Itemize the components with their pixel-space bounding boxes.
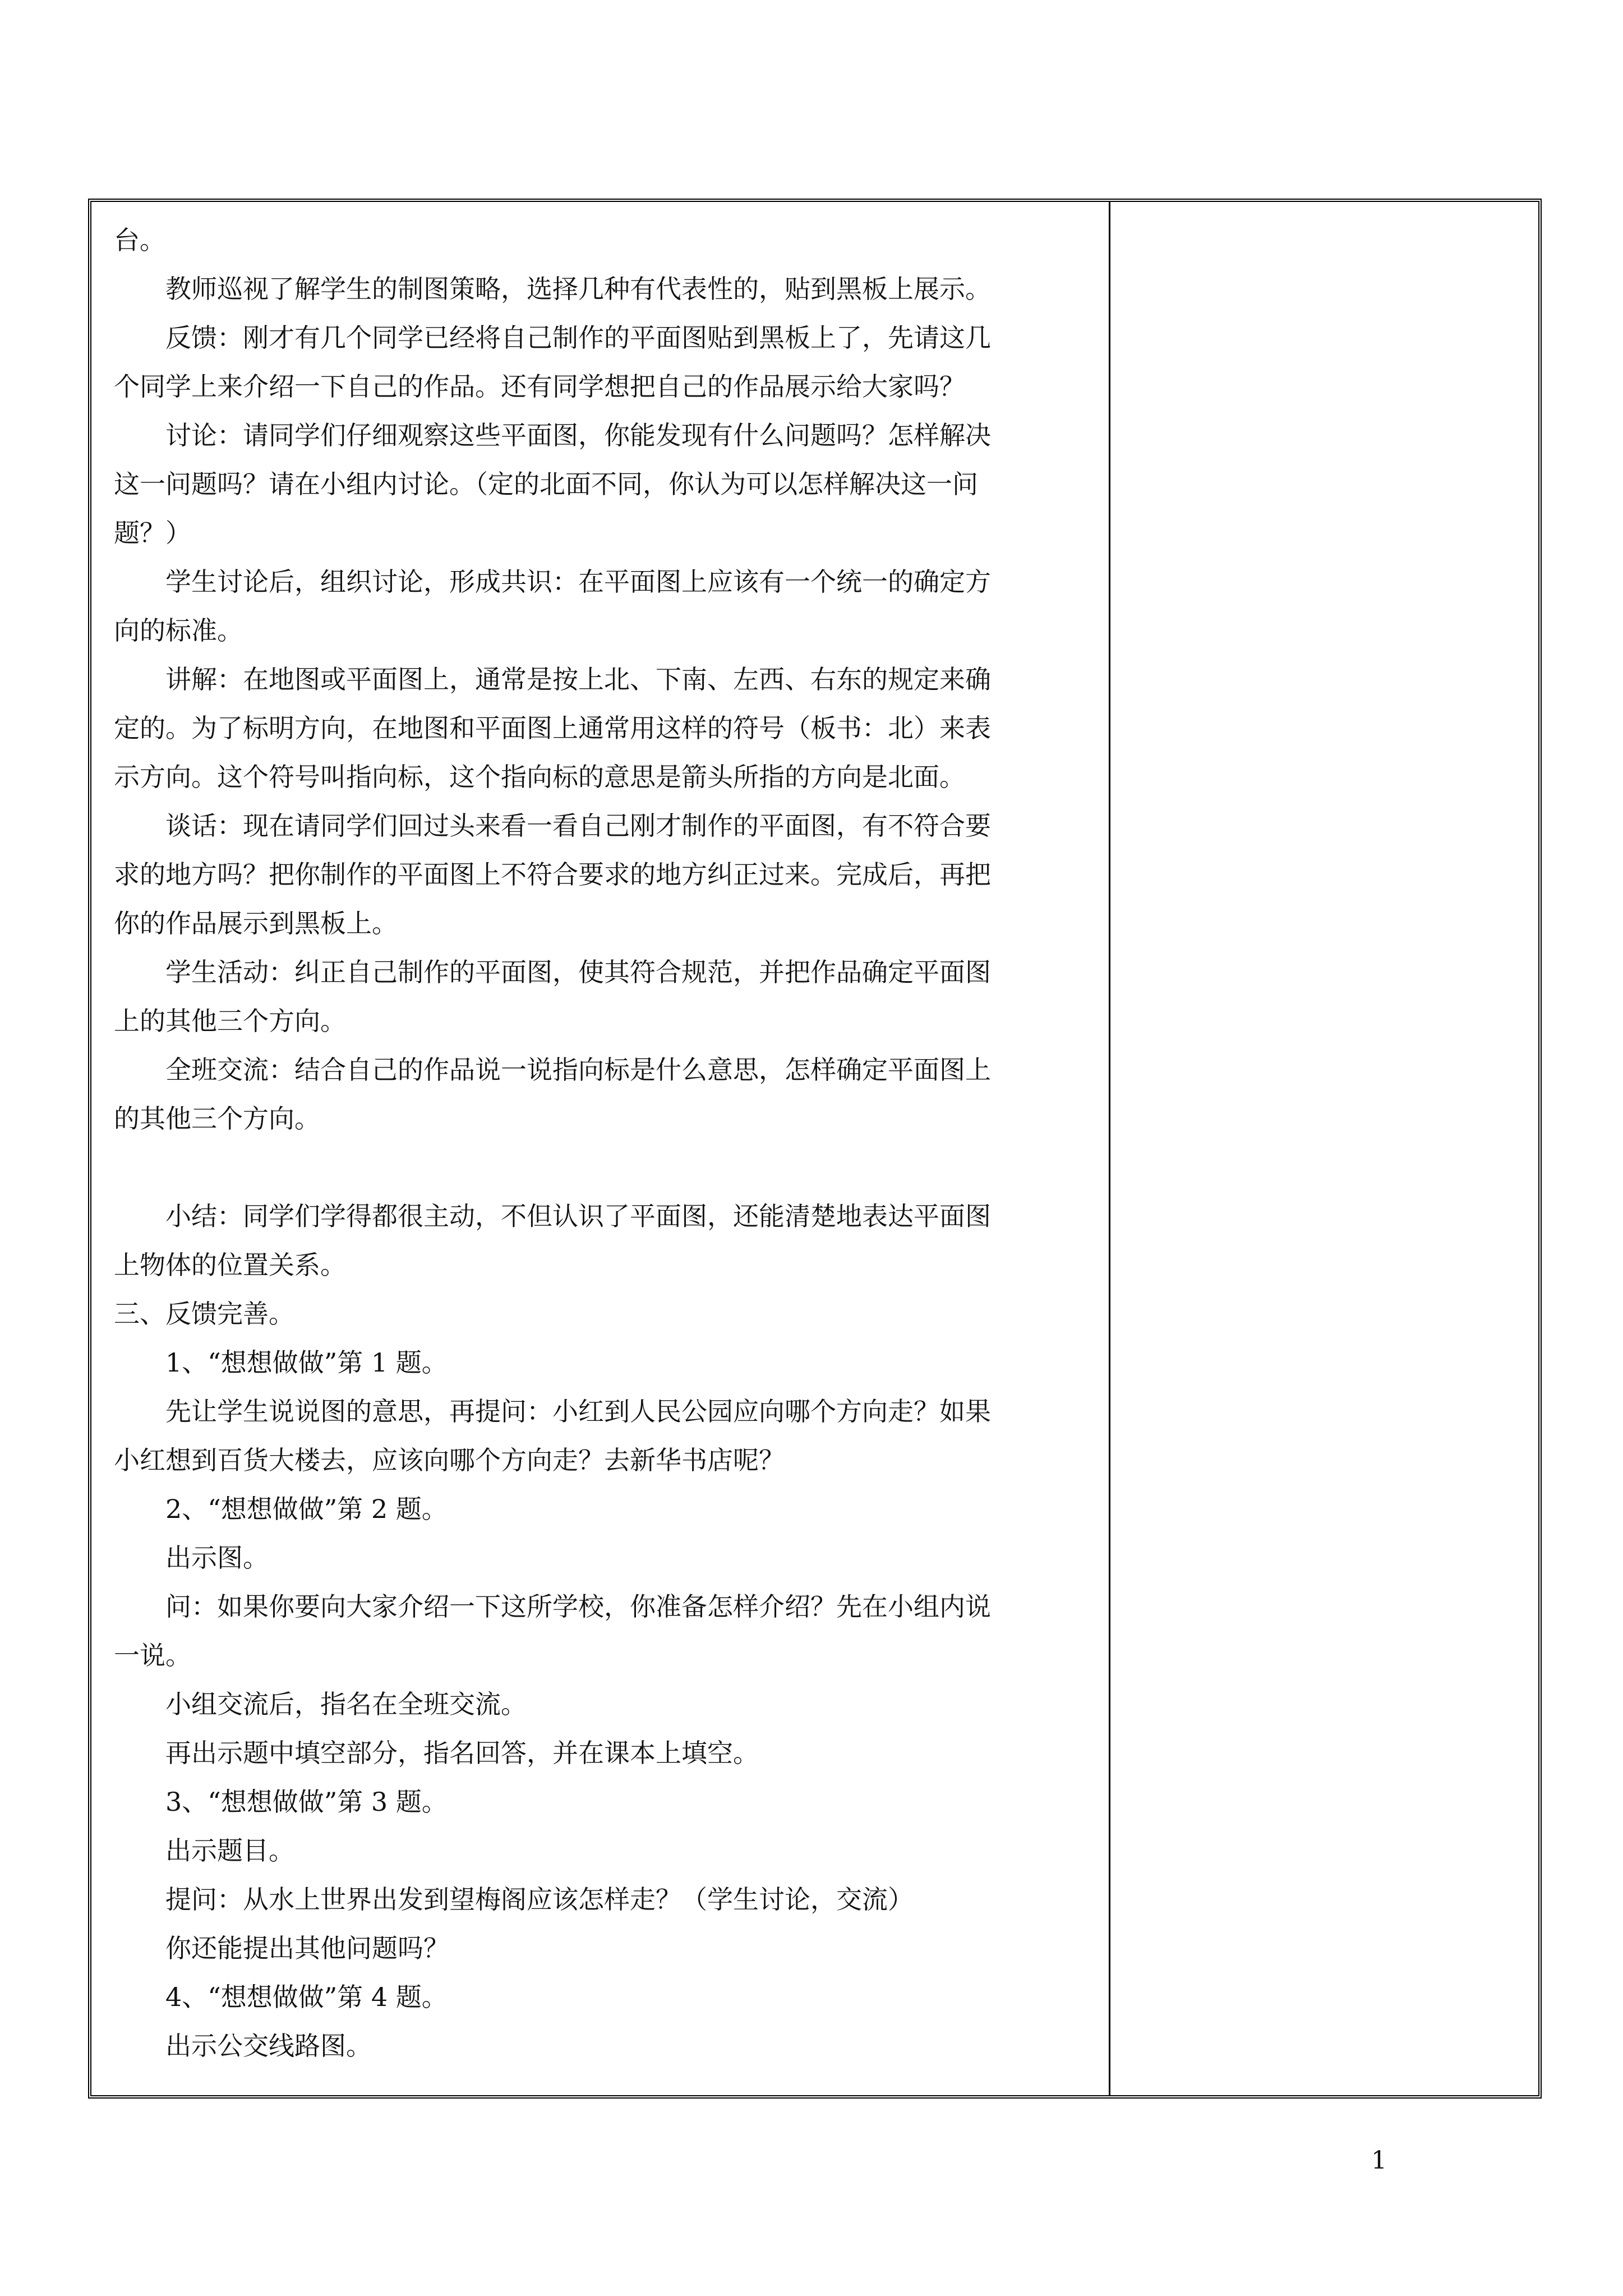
text-line: 个同学上来介绍一下自己的作品。还有同学想把自己的作品展示给大家吗？ (114, 371, 965, 402)
text-line: 一说。 (114, 1640, 191, 1671)
text-line: 反馈：刚才有几个同学已经将自己制作的平面图贴到黑板上了，先请这几 (165, 323, 991, 353)
text-line: 上的其他三个方向。 (114, 1006, 346, 1036)
text-line: 问：如果你要向大家介绍一下这所学校，你准备怎样介绍？先在小组内说 (165, 1591, 991, 1622)
lesson-table (88, 199, 1542, 2099)
text-line: 小组交流后，指名在全班交流。 (165, 1689, 527, 1719)
section-heading: 三、反馈完善。 (114, 1299, 294, 1329)
exercise-heading: 2、“想想做做”第 2 题。 (165, 1494, 448, 1524)
text-line: 谈话：现在请同学们回过头来看一看自己刚才制作的平面图，有不符合要 (165, 811, 991, 841)
lesson-content-cell (114, 216, 1092, 2070)
text-line: 上物体的位置关系。 (114, 1250, 346, 1280)
text-line: 向的标准。 (114, 615, 243, 646)
text-line: 题？） (114, 518, 191, 548)
text-line: 学生活动：纠正自己制作的平面图，使其符合规范，并把作品确定平面图 (165, 957, 991, 987)
text-line: 教师巡视了解学生的制图策略，选择几种有代表性的，贴到黑板上展示。 (165, 274, 991, 304)
text-line: 台。 (114, 225, 165, 255)
text-line: 提问：从水上世界出发到望梅阁应该怎样走？（学生讨论，交流） (165, 1884, 914, 1915)
notes-cell (1112, 202, 1538, 2095)
text-line: 再出示题中填空部分，指名回答，并在课本上填空。 (165, 1738, 759, 1768)
text-line: 出示题目。 (165, 1835, 294, 1866)
text-line: 学生讨论后，组织讨论，形成共识：在平面图上应该有一个统一的确定方 (165, 567, 991, 597)
text-line: 求的地方吗？把你制作的平面图上不符合要求的地方纠正过来。完成后，再把 (114, 859, 991, 890)
blank-line (114, 1143, 1092, 1192)
text-line: 先让学生说说图的意思，再提问：小红到人民公园应向哪个方向走？如果 (165, 1396, 991, 1427)
text-line: 出示图。 (165, 1543, 269, 1573)
exercise-heading: 3、“想想做做”第 3 题。 (165, 1787, 448, 1817)
text-line: 讨论：请同学们仔细观察这些平面图，你能发现有什么问题吗？怎样解决 (165, 420, 991, 450)
text-line: 小结：同学们学得都很主动，不但认识了平面图，还能清楚地表达平面图 (165, 1201, 991, 1231)
column-divider (1109, 202, 1110, 2095)
text-line: 小红想到百货大楼去，应该向哪个方向走？去新华书店呢？ (114, 1445, 785, 1475)
text-line: 你的作品展示到黑板上。 (114, 908, 398, 938)
text-line: 定的。为了标明方向，在地图和平面图上通常用这样的符号（板书：北）来表 (114, 713, 991, 743)
text-line: 示方向。这个符号叫指向标，这个指向标的意思是箭头所指的方向是北面。 (114, 762, 965, 792)
text-line: 的其他三个方向。 (114, 1103, 320, 1134)
exercise-heading: 4、“想想做做”第 4 题。 (165, 1982, 448, 2012)
text-line: 这一问题吗？请在小组内讨论。（定的北面不同，你认为可以怎样解决这一问 (114, 469, 978, 499)
page-number: 1 (1371, 2146, 1387, 2175)
text-line: 出示公交线路图。 (165, 2031, 372, 2061)
text-line: 全班交流：结合自己的作品说一说指向标是什么意思，怎样确定平面图上 (165, 1055, 991, 1085)
text-line: 讲解：在地图或平面图上，通常是按上北、下南、左西、右东的规定来确 (165, 664, 991, 694)
text-line: 你还能提出其他问题吗？ (165, 1933, 449, 1963)
exercise-heading: 1、“想想做做”第 1 题。 (165, 1347, 448, 1378)
